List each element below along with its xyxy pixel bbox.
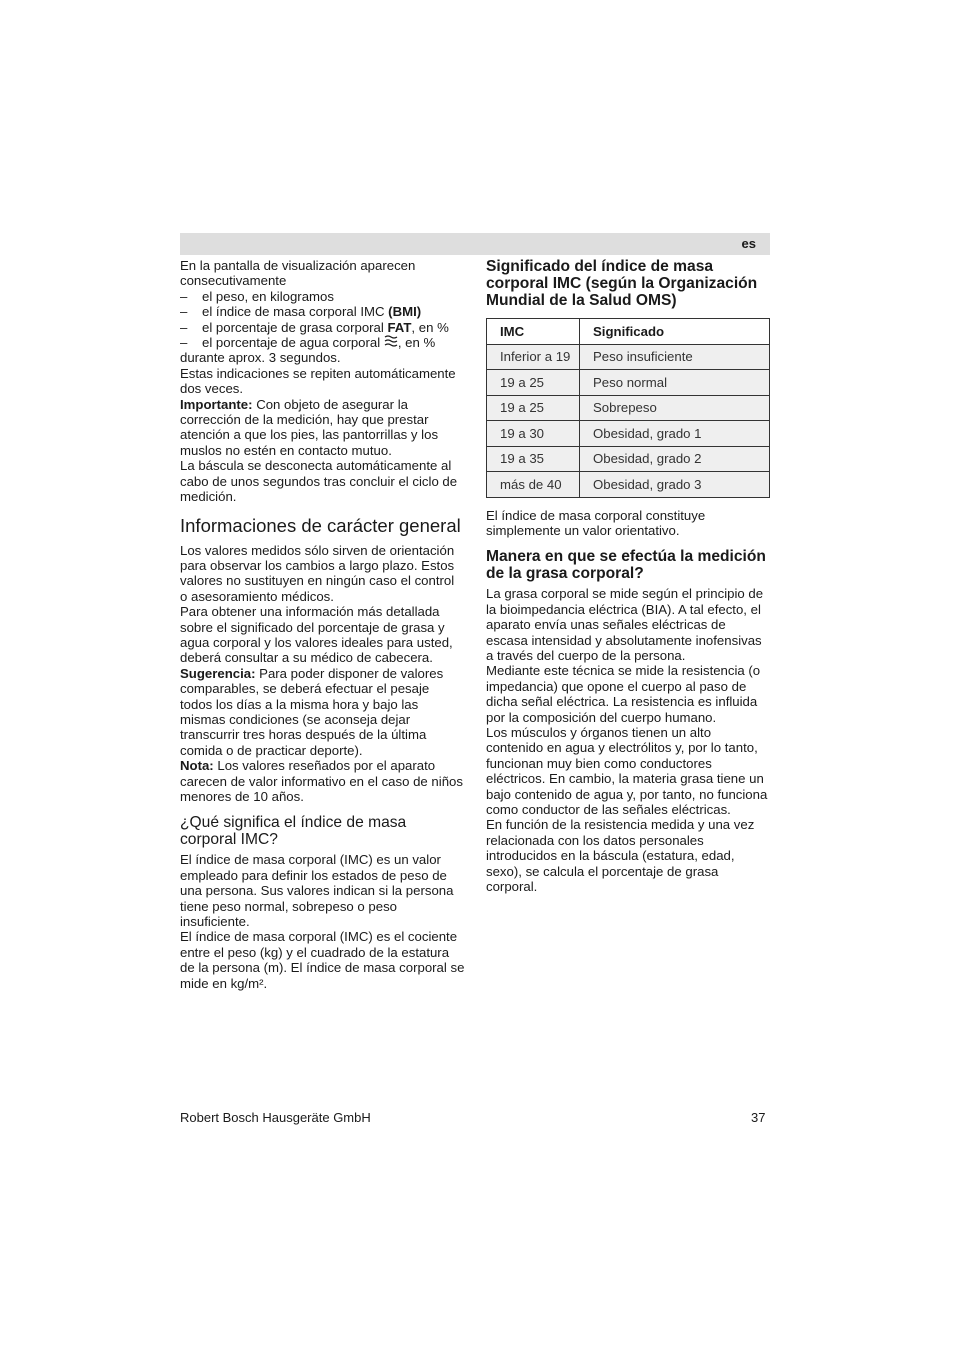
importante-paragraph: Importante: Con objeto de asegurar la corrección de la medición, hay que prestar atención a que los pies, las pantorrillas y los muslos no estén en contacto mutuo. bbox=[180, 396, 439, 458]
fat-paragraph-1: La grasa corporal se mide según el principio de la bioimpedancia eléctrica (BIA). A tal efecto, el aparato envía unas señales eléctricas de escasa intensidad y absolutamente inofensivas a través del cuerpo de la persona. bbox=[486, 586, 764, 663]
list-item: – el porcentaje de agua corporal , en % bbox=[180, 335, 436, 351]
imc-paragraph-1: El índice de masa corporal (IMC) es un valor empleado para definir los estados de peso de una persona. Sus valores indican si la persona tiene peso normal, sobrepeso o peso insuficiente. bbox=[180, 852, 454, 930]
general-heading: Informaciones de carácter general bbox=[180, 514, 461, 536]
language-header-bar bbox=[180, 233, 770, 255]
footer-company: Robert Bosch Hausgeräte GmbH bbox=[180, 1110, 371, 1125]
right-column bbox=[486, 258, 770, 894]
sugerencia-paragraph: Sugerencia: Para poder disponer de valores comparables, se deberá efectuar el pesaje todos los días a la misma hora y bajo las mismas condiciones (se aconseja dejar transcurrir tres horas después de la última comida o de practicar deporte). bbox=[180, 665, 444, 758]
imc-paragraph-2: El índice de masa corporal (IMC) es el cociente entre el peso (kg) y el cuadrado de la estatura de la persona (m). El índice de masa corporal se mide en kg/m². bbox=[180, 929, 465, 991]
duration-text: durante aprox. 3 segundos. bbox=[180, 350, 341, 366]
table-header-significado: Significado bbox=[580, 319, 770, 345]
table-row: 19 a 25 Peso normal bbox=[487, 370, 770, 396]
fat-paragraph-2: Mediante este técnica se mide la resistencia (o impedancia) que opone el cuerpo al paso de dicha señal eléctrica. La resistencia es influida por la composición del cuerpo humano. bbox=[486, 663, 761, 725]
imc-table bbox=[486, 318, 770, 498]
table-header-row bbox=[487, 319, 770, 345]
intro-text: En la pantalla de visualización aparecen consecutivamente bbox=[180, 258, 416, 289]
language-code: es bbox=[741, 236, 756, 251]
table-row: 19 a 30 Obesidad, grado 1 bbox=[487, 421, 770, 447]
general-paragraph-2: Para obtener una información más detallada sobre el significado del porcentaje de grasa y agua corporal y los valores ideales para usted, deberá consultar a su médico de cabecera. bbox=[180, 604, 453, 666]
general-paragraph-1: Los valores medidos sólo sirven de orientación para observar los cambios a largo plazo. Estos valores no sustituyen en ningún caso el control o asesoramiento médicos. bbox=[180, 542, 455, 604]
imc-heading: ¿Qué significa el índice de masa corporal IMC? bbox=[180, 814, 407, 849]
table-row: Inferior a 19 Peso insuficiente bbox=[487, 344, 770, 370]
table-row: 19 a 25 Sobrepeso bbox=[487, 395, 770, 421]
list-item: – el peso, en kilogramos bbox=[180, 288, 334, 304]
table-row: más de 40 Obesidad, grado 3 bbox=[487, 472, 770, 498]
nota-paragraph: Nota: Los valores reseñados por el aparato carecen de valor informativo en el caso de niños menores de 10 años. bbox=[180, 758, 463, 804]
repeat-text: Estas indicaciones se repiten automáticamente dos veces. bbox=[180, 365, 456, 397]
fat-measurement-heading: Manera en que se efectúa la medición de la grasa corporal? bbox=[486, 548, 766, 583]
auto-off-text: La báscula se desconecta automáticamente al cabo de unos segundos tras concluir el ciclo de medición. bbox=[180, 458, 458, 505]
orientative-text: El índice de masa corporal constituye simplemente un valor orientativo. bbox=[486, 507, 706, 538]
oms-heading: Significado del índice de masa corporal IMC (según la Organización Mundial de la Salud OMS) bbox=[486, 258, 758, 309]
table-header-imc: IMC bbox=[487, 319, 580, 345]
list-item: – el porcentaje de grasa corporal FAT, en % bbox=[180, 319, 449, 335]
table-row: 19 a 35 Obesidad, grado 2 bbox=[487, 446, 770, 472]
water-wave-icon bbox=[384, 335, 398, 349]
page-number: 37 bbox=[751, 1110, 766, 1125]
list-item: – el índice de masa corporal IMC (BMI) bbox=[180, 304, 422, 320]
left-column bbox=[180, 258, 465, 991]
display-list bbox=[180, 289, 465, 351]
fat-paragraph-3: Los músculos y órganos tienen un alto contenido en agua y electrólitos y, por lo tanto, funcionan muy bien como conductores eléctricos. En cambio, la materia grasa tiene un bajo contenido de agua y, por tanto, no funciona como conductor de las señales eléctricas. bbox=[486, 724, 768, 817]
fat-paragraph-4: En función de la resistencia medida y una vez relacionada con los datos personales introducidos en la báscula (estatura, edad, sexo), se calcula el porcentaje de grasa corporal. bbox=[486, 817, 755, 895]
